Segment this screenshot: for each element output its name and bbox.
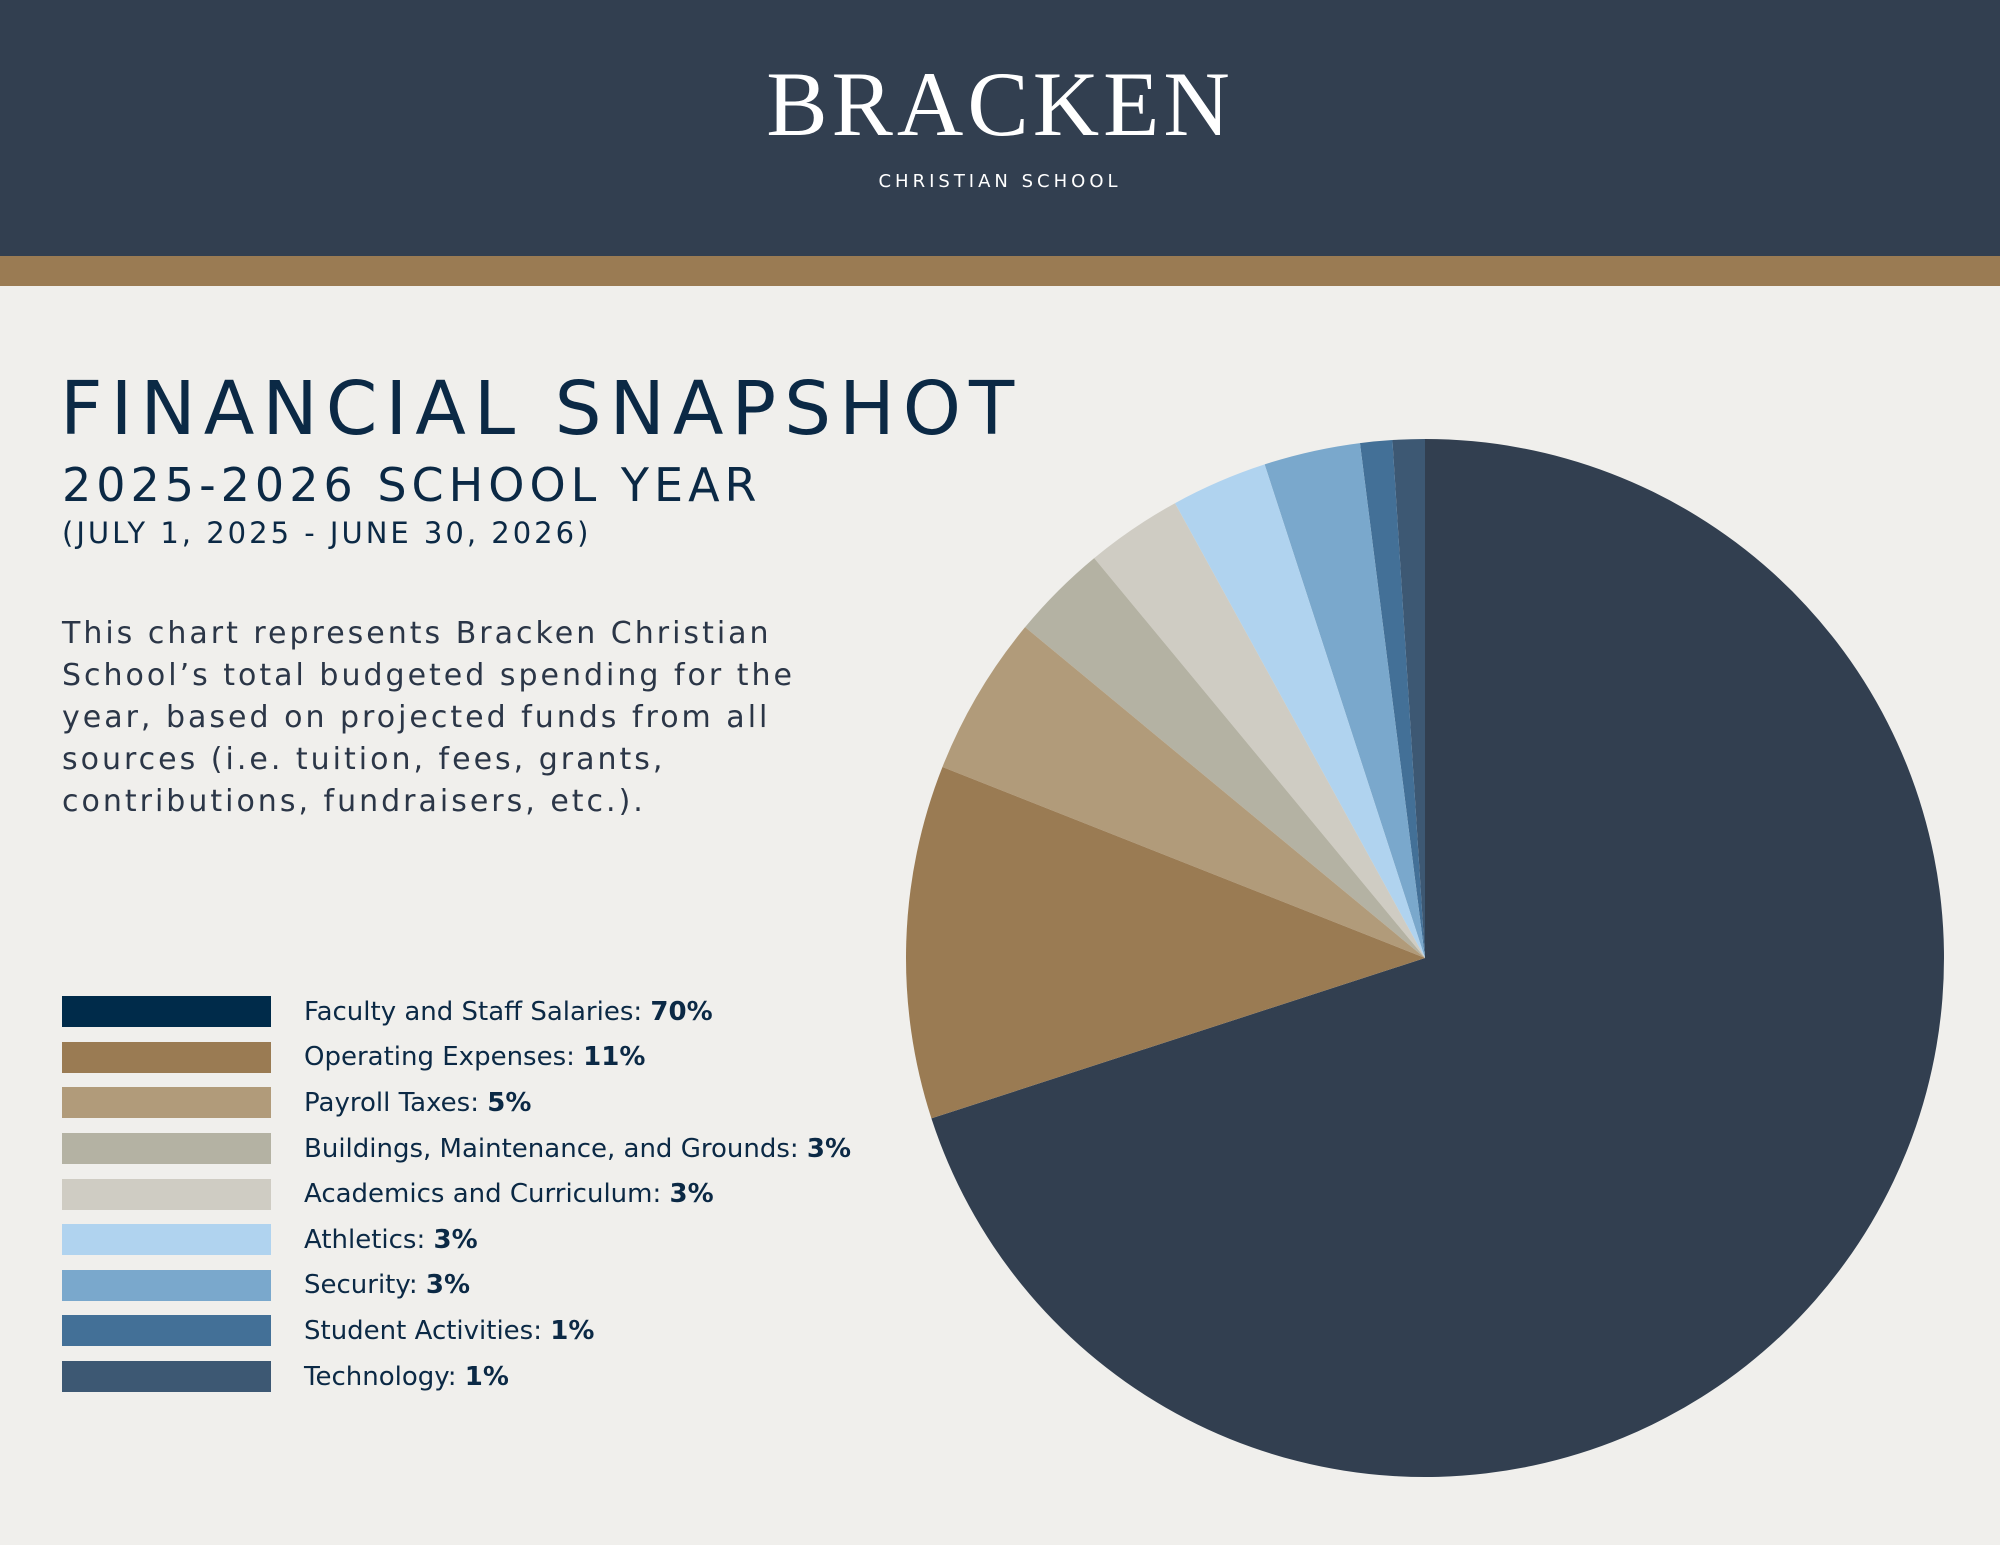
legend-label: Payroll Taxes: 5% (304, 1087, 532, 1118)
legend-value: 11% (583, 1042, 646, 1073)
legend-category: Payroll Taxes (304, 1087, 471, 1118)
school-year-subtitle: 2025-2026 SCHOOL YEAR (62, 458, 762, 512)
school-logo-subtitle: CHRISTIAN SCHOOL (878, 171, 1122, 192)
legend-label: Faculty and Staff Salaries: 70% (304, 996, 713, 1027)
date-range: (JULY 1, 2025 - JUNE 30, 2026) (62, 516, 592, 550)
legend-value: 70% (650, 996, 713, 1027)
legend-value: 3% (806, 1133, 852, 1164)
legend-category: Athletics (304, 1224, 417, 1255)
chart-description: This chart represents Bracken Christian School’s total budgeted spending for the year, based on projected funds from all sources (i.e. tuition, fees, grants, contributions, fundraisers, etc.). (62, 616, 795, 819)
legend-category: Faculty and Staff Salaries (304, 996, 634, 1027)
legend-category: Security (304, 1270, 409, 1301)
page-title: FINANCIAL SNAPSHOT (60, 366, 1023, 452)
legend-label: Operating Expenses: 11% (304, 1042, 646, 1073)
legend-label: Academics and Curriculum: 3% (304, 1179, 714, 1210)
legend-category: Academics and Curriculum (304, 1179, 653, 1210)
legend-value: 1% (464, 1361, 509, 1392)
legend-value: 3% (669, 1179, 714, 1210)
legend-label: Security: 3% (304, 1270, 471, 1301)
legend-category: Buildings, Maintenance, and Grounds (304, 1133, 790, 1164)
legend-category: Operating Expenses (304, 1042, 567, 1073)
legend-label: Student Activities: 1% (304, 1315, 595, 1346)
legend-label: Technology: 1% (304, 1361, 509, 1392)
legend-category: Technology (304, 1361, 448, 1392)
legend-value: 3% (425, 1270, 471, 1301)
legend-label: Athletics: 3% (304, 1224, 478, 1255)
legend-value: 3% (433, 1224, 478, 1255)
school-logo-wordmark: BRACKEN (766, 53, 1234, 155)
legend-label: Buildings, Maintenance, and Grounds: 3% (304, 1133, 852, 1164)
legend-value: 1% (550, 1315, 595, 1346)
legend-value: 5% (487, 1087, 532, 1118)
legend-category: Student Activities (304, 1315, 534, 1346)
